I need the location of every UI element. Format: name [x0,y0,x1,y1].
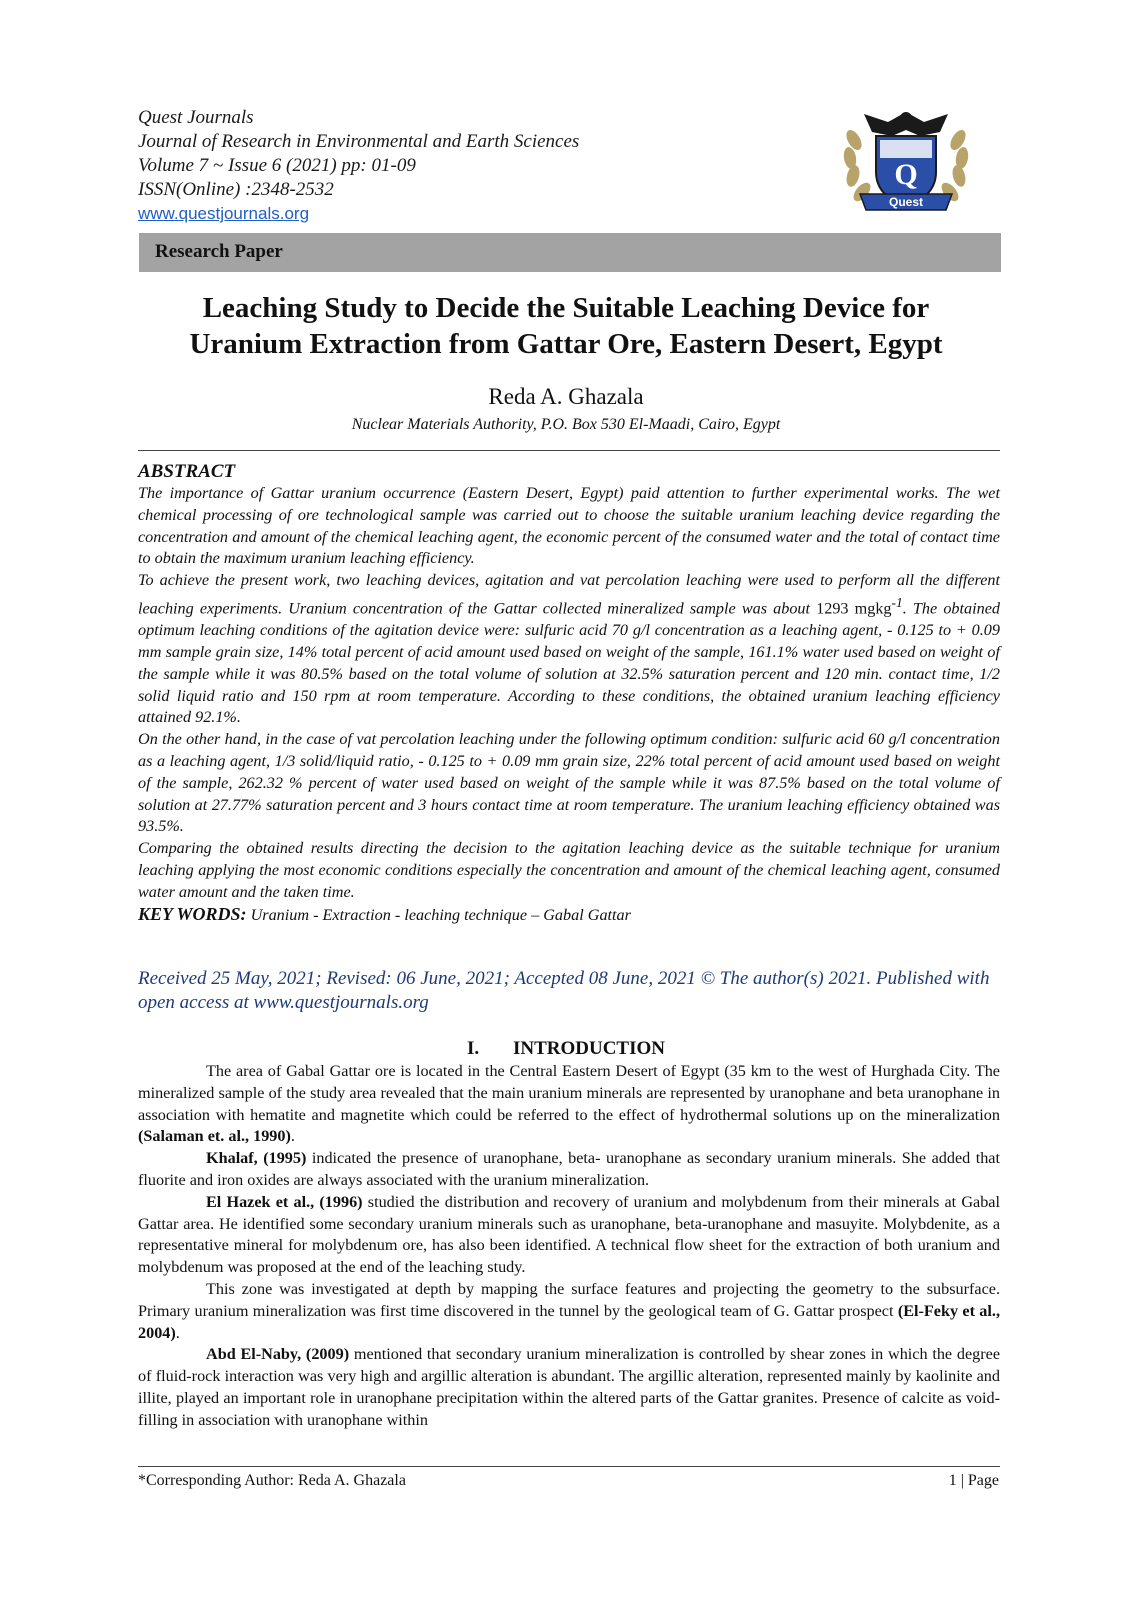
page-number: 1 | Page [948,1472,999,1489]
abstract-heading: ABSTRACT [138,461,236,482]
author-name: Reda A. Ghazala [488,384,644,409]
author-affiliation: Nuclear Materials Authority, P.O. Box 530 El-Maadi, Cairo, Egypt [351,416,781,433]
citation: (El-Feky et al., 2004) [138,1301,1000,1342]
intro-paragraph-1: The area of Gabal Gattar ore is located in the Central Eastern Desert of Egypt (35 km to the west of Hurghada City. The mineralized sample of the study area revealed that the main uranium minerals are represented by uranophane and beta uranophane in association with hematite and magnetite which could be referred to the effect of hydrothermal solutions up on the mineralization (Salaman et. al., 1990). [138,1062,1000,1146]
introduction-heading [0,1038,1132,1060]
intro-paragraph-4: This zone was investigated at depth by mapping the surface features and projecting the geometry to the subsurface. Primary uranium mineralization was first time discovered in the tunnel by the geological team of G. Gattar prospect (El-Feky et al., 2004). [138,1279,1000,1342]
title-line-1: Leaching Study to Decide the Suitable Leaching Device for [202,292,930,324]
quest-logo-icon [840,106,972,216]
journal-header [138,106,579,226]
intro-paragraph-3: El Hazek et al., (1996) studied the distribution and recovery of uranium and molybdenum from their minerals at Gabal Gattar area. He identified some secondary uranium minerals such as uranophane, beta-uranophane and masuyite. Molybdenite, as a representative mineral for molybdenum ore, has also been identified. A technical flow sheet for the extraction of both uranium and molybdenum was proposed at the end of the leaching study. [138,1192,1000,1277]
intro-paragraph-5: Abd El-Naby, (2009) mentioned that secondary uranium mineralization is controlled by shear zones in which the degree of fluid-rock interaction was very high and argillic alteration is abundant. The argillic alteration, represented mainly by kaolinite and illite, played an important role in uranophane precipitation within the altered parts of the Gattar granites. Presence of calcite as void-filling in association with uranophane within [138,1345,1001,1429]
corresponding-author: *Corresponding Author: Reda A. Ghazala [138,1472,406,1489]
svg-text:Quest: Quest [888,195,924,209]
journal-full-name: Journal of Research in Environmental and Earth Sciences [138,131,580,152]
citation: Abd El-Naby, (2009) [206,1345,350,1364]
journal-issn: ISSN(Online) :2348-2532 [138,179,334,200]
svg-text:Q: Q [894,158,918,191]
keywords-label: KEY WORDS: [138,903,247,924]
citation: Khalaf, (1995) [206,1149,307,1168]
introduction-body [138,1061,1000,1432]
abstract-paragraph-4: Comparing the obtained results directing the decision to the agitation leaching device as the suitable technique for uranium leaching applying the most economic conditions especially the concentration and amount of the chemical leaching agent, consumed water amount and the taken time. [138,839,1000,901]
article-type-label: Research Paper [155,241,283,262]
uranium-concentration-value: 1293 mgkg [816,599,892,618]
journal-name: Quest Journals [138,107,254,128]
abstract-paragraph-3: On the other hand, in the case of vat percolation leaching under the following optimum condition: sulfuric acid 60 g/l concentration as a leaching agent, 1/3 solid/liquid ratio, - 0.125 to + 0.09 mm grain size, 22% total percent of acid amount used based on weight of the sample, 262.32 % percent of water used based on weight of the sample while it was 87.5% based on the total volume of solution at 27.77% saturation percent and 3 hours contact time at room temperature. The uranium leaching efficiency obtained was 93.5%. [138,730,1000,836]
abstract-top-rule [138,450,1000,451]
publication-dates: Received 25 May, 2021; Revised: 06 June, 2021; Accepted 08 June, 2021 © The author(s) 2021. Published with open access at www.questjournals.org [138,968,990,1013]
abstract-paragraph-1: The importance of Gattar uranium occurrence (Eastern Desert, Egypt) paid attention to further experimental works. The wet chemical processing of ore technological sample was carried out to choose the suitable uranium leaching device regarding the concentration and amount of the chemical leaching agent, the economic percent of the consumed water and the total of contact time to obtain the maximum uranium leaching efficiency. [138,484,1000,568]
journal-volume: Volume 7 ~ Issue 6 (2021) pp: 01-09 [138,155,416,176]
section-number: I. [466,1038,480,1059]
intro-paragraph-2: Khalaf, (1995) indicated the presence of uranophane, beta- uranophane as secondary uranium minerals. She added that fluorite and iron oxides are always associated with the uranium mineralization. [138,1149,1000,1189]
article-type-banner [139,233,1001,272]
keywords-line [138,904,1000,927]
title-line-2: Uranium Extraction from Gattar Ore, Eastern Desert, Egypt [189,328,943,360]
citation: El Hazek et al., (1996) [206,1192,363,1211]
citation: (Salaman et. al., 1990) [138,1127,291,1146]
abstract-section [138,461,1000,926]
section-title: INTRODUCTION [512,1038,666,1059]
keywords-text: Uranium - Extraction - leaching technique – Gabal Gattar [246,905,631,924]
footer-rule [138,1466,1000,1467]
journal-website-link[interactable]: www.questjournals.org [138,204,310,223]
abstract-paragraph-2: To achieve the present work, two leaching devices, agitation and vat percolation leaching were used to perform all the different leaching experiments. Uranium concentration of the Gattar collected mineralized sample was about 1293 mgkg$^{-1}$. The obtained optimum leaching conditions of the agitation device were: sulfuric acid 70 g/l concentration as a leaching agent, - 0.125 to + 0.09 mm sample grain size, 14% total percent of acid amount used based on weight of the sample, 161.1% water used based on weight of the sample while it was 80.5% based on the total volume of solution at 32.5% saturation percent and 120 min. contact time, 1/2 solid liquid ratio and 150 rpm at room temperature. According to these conditions, the obtained uranium leaching efficiency attained 92.1%. [138,571,1000,727]
paper-title [0,290,1132,362]
